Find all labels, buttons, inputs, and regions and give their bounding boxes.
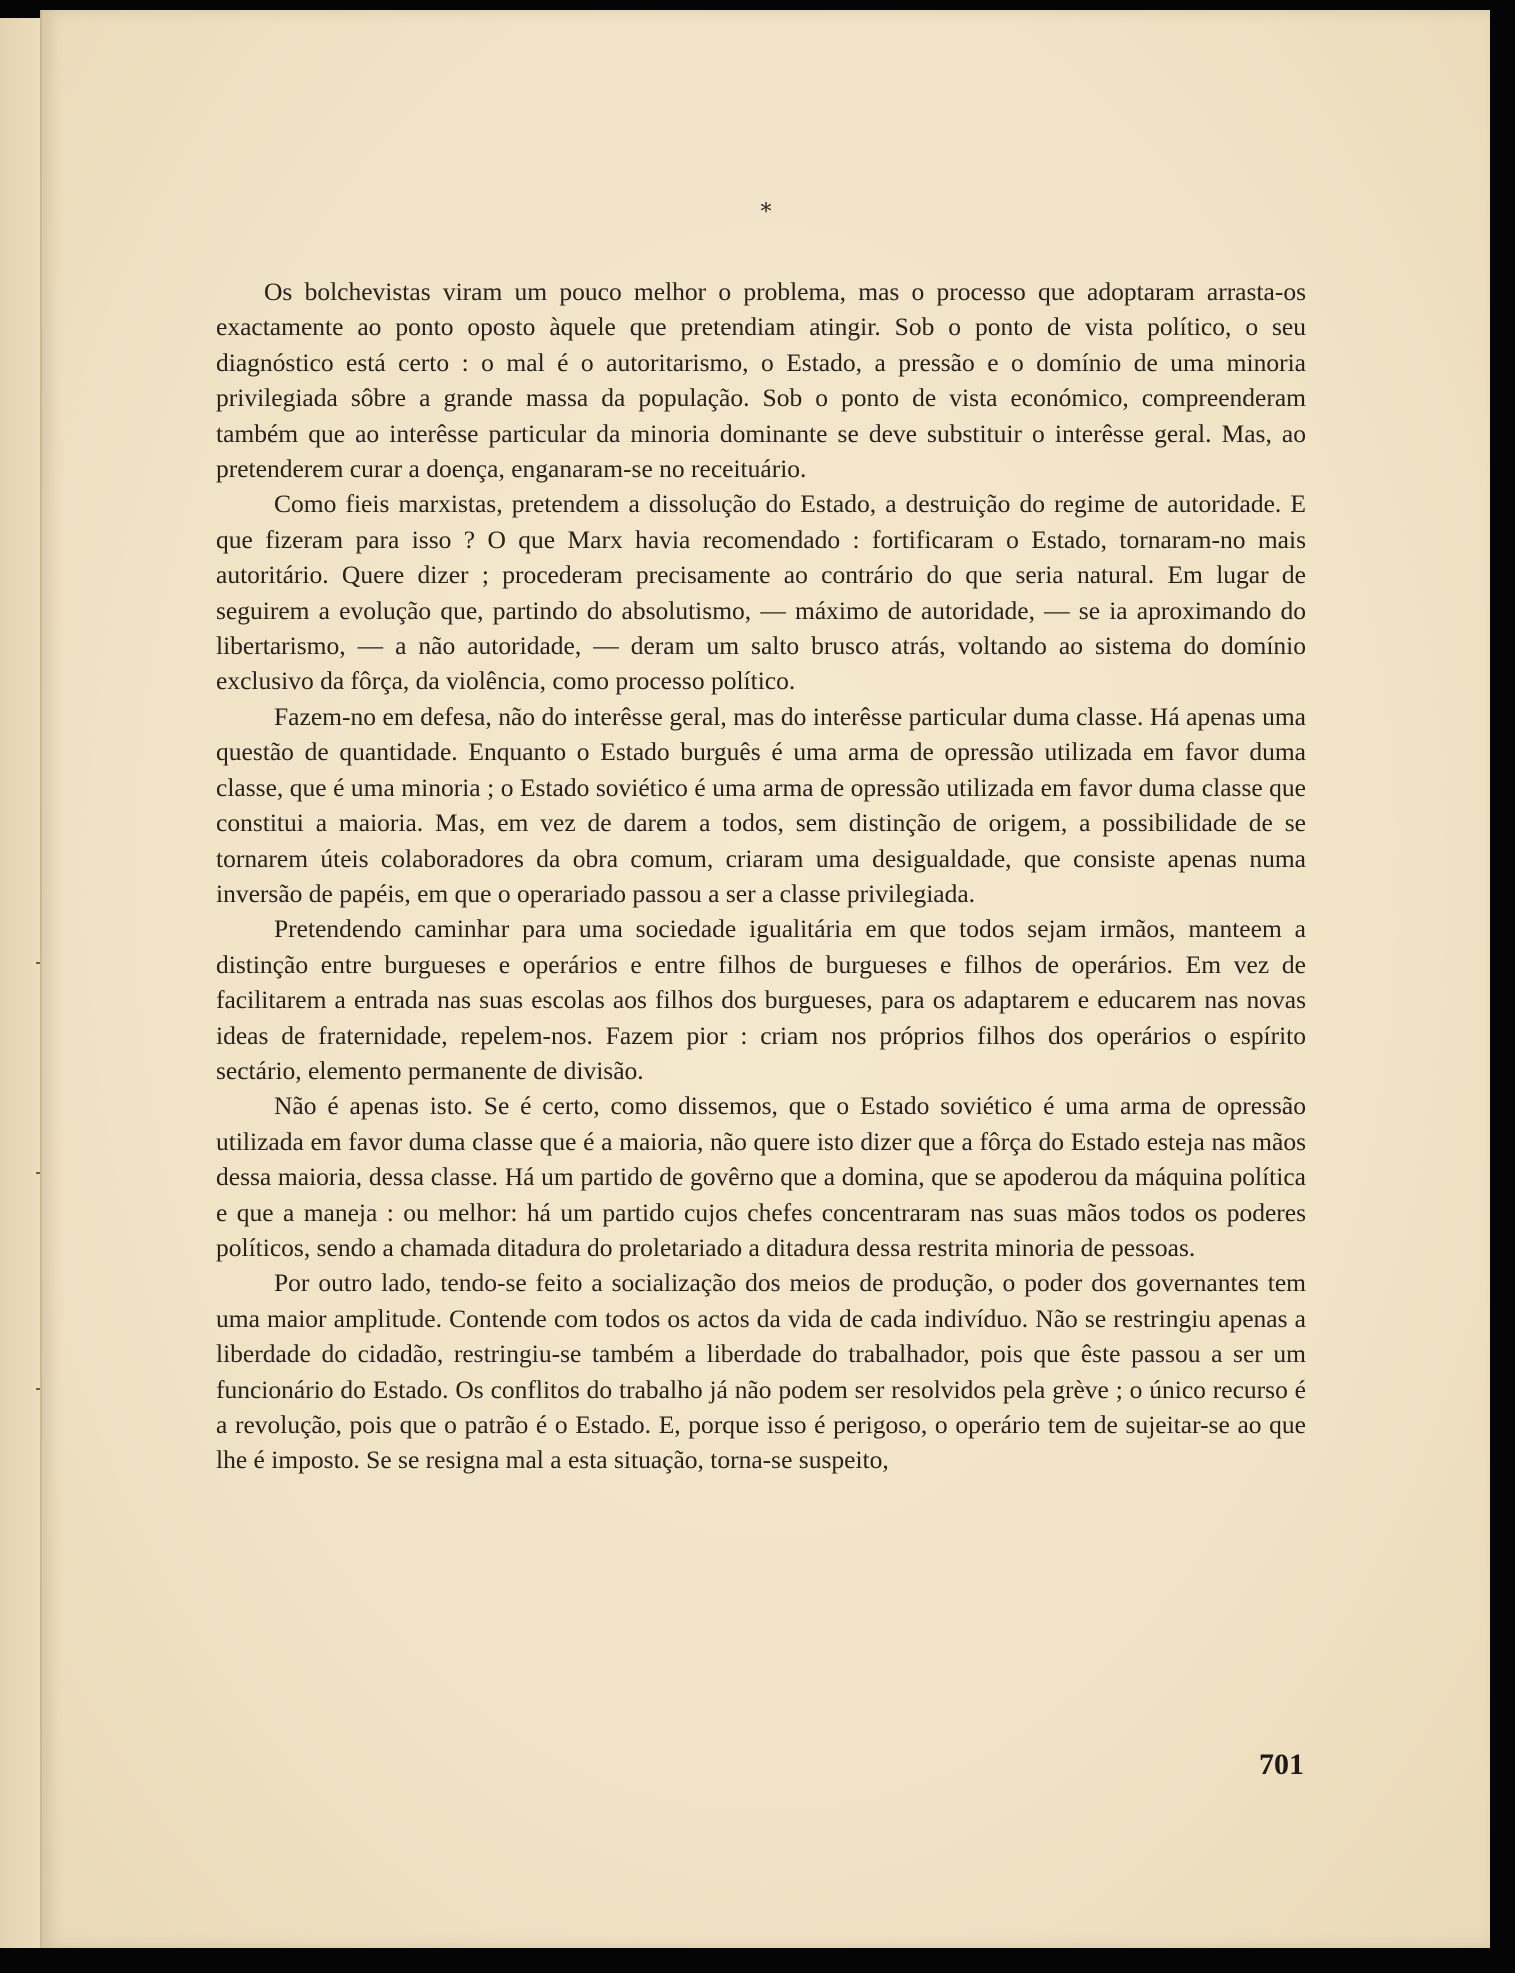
paragraph: Fazem-no em defesa, não do interêsse geral, mas do interêsse particular duma classe. Há apenas uma questão de quantidade. Enquanto o Estado burguês é uma arma de opressão utilizada em favor duma classe, que é uma minoria ; o Estado soviético é uma arma de opressão utilizada em favor duma classe que constitui a maioria. Mas, em vez de darem a todos, sem distinção de origem, a possibilidade de se tornarem úteis colaboradores da obra comum, criaram uma desigualdade, que consiste apenas numa inversão de papéis, em que o operariado passou a ser a classe privilegiada. — [216, 701, 1306, 908]
section-separator: * — [760, 200, 772, 225]
page-number: 701 — [1259, 1748, 1304, 1781]
paragraph: Por outro lado, tendo-se feito a socialização dos meios de produção, o poder dos governantes tem uma maior amplitude. Contende com todos os actos da vida de cada indivíduo. Não se restringiu apenas a liberdade do cidadão, restringiu-se também a liberdade do trabalhador, pois que êste passou a ser um funcionário do Estado. Os conflitos do trabalho já não podem ser resolvidos pela grève ; o único recurso é a revolução, pois que o patrão é o Estado. E, porque isso é perigoso, o operário tem de sujeitar-se ao que lhe é imposto. Se se resigna mal a esta situação, torna-se suspeito, — [216, 1268, 1306, 1475]
book-page — [40, 10, 1490, 1948]
paragraph: Pretendendo caminhar para uma sociedade igualitária em que todos sejam irmãos, manteem a distinção entre burgueses e operários e entre filhos de burgueses e filhos de operários. Em vez de facilitarem a entrada nas suas escolas aos filhos dos burgueses, para os adaptarem e educarem nas novas ideas de fraternidade, repelem-nos. Fazem pior : criam nos próprios filhos dos operários o espírito sectário, elemento permanente de divisão. — [216, 914, 1306, 1085]
body-text — [216, 274, 1306, 1478]
paragraph: Como fieis marxistas, pretendem a dissolução do Estado, a destruição do regime de autoridade. E que fizeram para isso ? O que Marx havia recomendado : fortificaram o Estado, tornaram-no mais autoritário. Quere dizer ; procederam precisamente ao contrário do que seria natural. Em lugar de seguirem a evolução que, partindo do absolutismo, — máximo de autoridade, — se ia aproximando do libertarismo, — a não autoridade, — deram um salto brusco atrás, voltando ao sistema do domínio exclusivo da fôrça, da violência, como processo político. — [216, 489, 1306, 696]
paragraph: Os bolchevistas viram um pouco melhor o problema, mas o processo que adoptaram arrasta-os exactamente ao ponto oposto àquele que pretendiam atingir. Sob o ponto de vista político, o seu diagnóstico está certo : o mal é o autoritarismo, o Estado, a pressão e o domínio de uma minoria privilegiada sôbre a grande massa da população. Sob o ponto de vista económico, compreenderam também que ao interêsse particular da minoria dominante se deve substituir o interêsse geral. Mas, ao pretenderem curar a doença, enganaram-se no receituário. — [216, 277, 1306, 484]
paragraph: Não é apenas isto. Se é certo, como dissemos, que o Estado soviético é uma arma de opressão utilizada em favor duma classe que é a maioria, não quere isto dizer que a fôrça do Estado esteja nas mãos dessa maioria, dessa classe. Há um partido de govêrno que a domina, que se apoderou da máquina política e que a maneja : ou melhor: há um partido cujos chefes concentraram nas suas mãos todos os poderes políticos, sendo a chamada ditadura do proletariado a ditadura dessa restrita minoria de pessoas. — [216, 1091, 1306, 1262]
